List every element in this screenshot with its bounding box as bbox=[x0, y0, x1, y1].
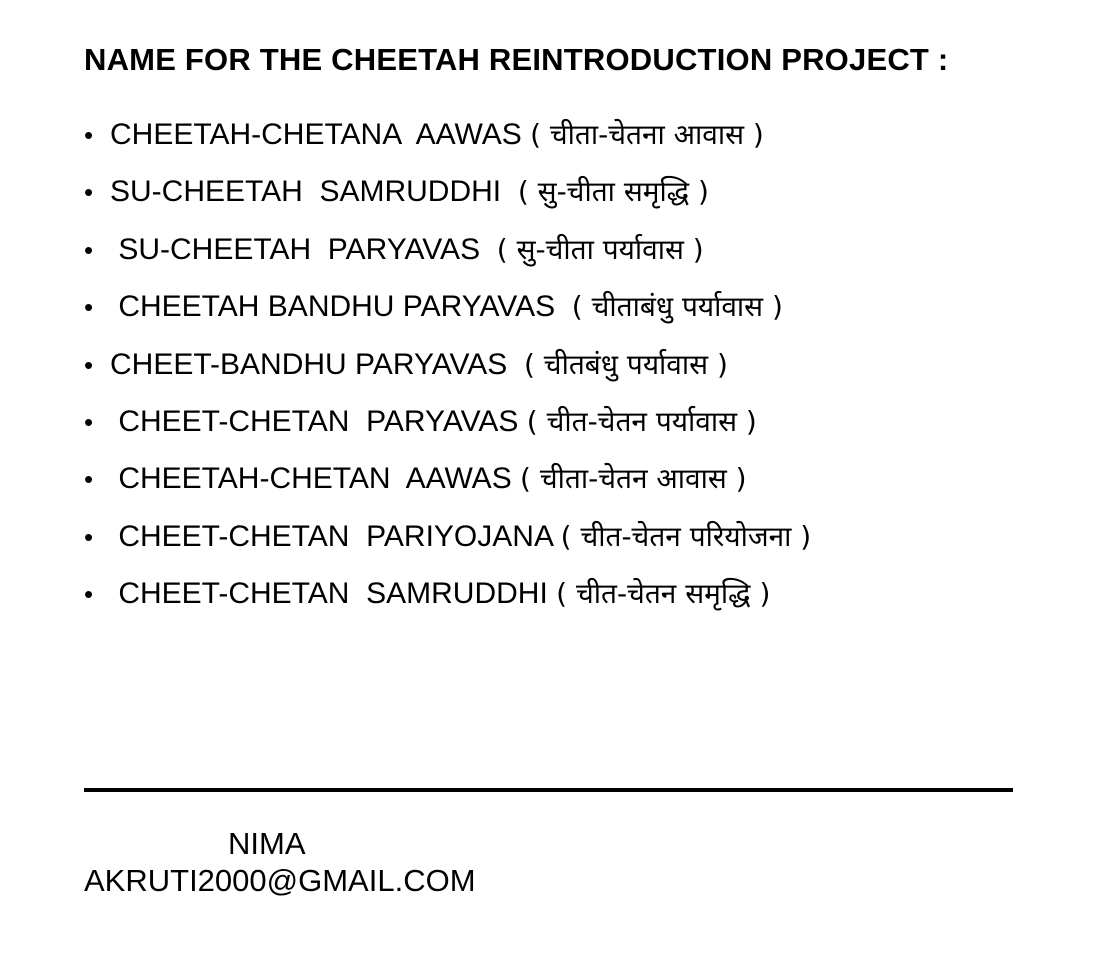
bullet-icon: • bbox=[84, 234, 94, 265]
list-item bbox=[84, 172, 811, 229]
name-english: CHEET-CHETAN PARIYOJANA bbox=[110, 519, 561, 553]
name-hindi: ( चीता-चेतन आवास ) bbox=[520, 462, 747, 496]
bullet-icon: • bbox=[84, 120, 94, 150]
name-english: CHEETAH-CHETAN AAWAS bbox=[110, 462, 521, 496]
name-english: SU-CHEETAH SAMRUDDHI bbox=[110, 175, 518, 209]
horizontal-divider bbox=[84, 788, 1013, 792]
list-item bbox=[84, 517, 811, 574]
name-english: CHEETAH BANDHU PARYAVAS bbox=[110, 290, 572, 324]
name-english: CHEET-CHETAN PARYAVAS bbox=[110, 404, 527, 438]
bullet-icon: • bbox=[84, 406, 94, 437]
bullet-icon: • bbox=[84, 349, 94, 380]
list-item bbox=[84, 115, 811, 172]
name-english: CHEET-BANDHU PARYAVAS bbox=[110, 347, 524, 381]
name-hindi: ( सु-चीता पर्यावास ) bbox=[496, 232, 704, 266]
name-english: CHEETAH-CHETANA AAWAS bbox=[110, 118, 531, 151]
name-hindi: ( चीता-चेतना आवास ) bbox=[530, 118, 764, 151]
name-hindi: ( चीत-चेतन परियोजना ) bbox=[560, 519, 812, 553]
name-suggestion-list bbox=[84, 115, 811, 632]
list-item bbox=[84, 230, 811, 287]
author-name: NIMA bbox=[228, 826, 306, 861]
bullet-icon: • bbox=[84, 292, 94, 323]
list-item bbox=[84, 287, 811, 344]
bullet-icon: • bbox=[84, 464, 94, 495]
bullet-icon: • bbox=[84, 177, 94, 208]
name-hindi: ( चीतबंधु पर्यावास ) bbox=[523, 347, 728, 381]
list-item bbox=[84, 574, 811, 631]
bullet-icon: • bbox=[84, 521, 94, 552]
list-item bbox=[84, 345, 811, 402]
name-hindi: ( चीत-चेतन पर्यावास ) bbox=[526, 404, 757, 438]
name-hindi: ( चीत-चेतन समृद्धि ) bbox=[556, 577, 771, 611]
list-item bbox=[84, 459, 811, 516]
document-title: NAME FOR THE CHEETAH REINTRODUCTION PROJECT : bbox=[84, 42, 949, 77]
list-item bbox=[84, 402, 811, 459]
author-email: AKRUTI2000@GMAIL.COM bbox=[84, 863, 476, 898]
name-english: CHEET-CHETAN SAMRUDDHI bbox=[110, 577, 557, 611]
name-english: SU-CHEETAH PARYAVAS bbox=[110, 232, 497, 266]
name-hindi: ( सु-चीता समृद्धि ) bbox=[517, 175, 709, 209]
bullet-icon: • bbox=[84, 579, 94, 610]
name-hindi: ( चीताबंधु पर्यावास ) bbox=[571, 290, 783, 324]
